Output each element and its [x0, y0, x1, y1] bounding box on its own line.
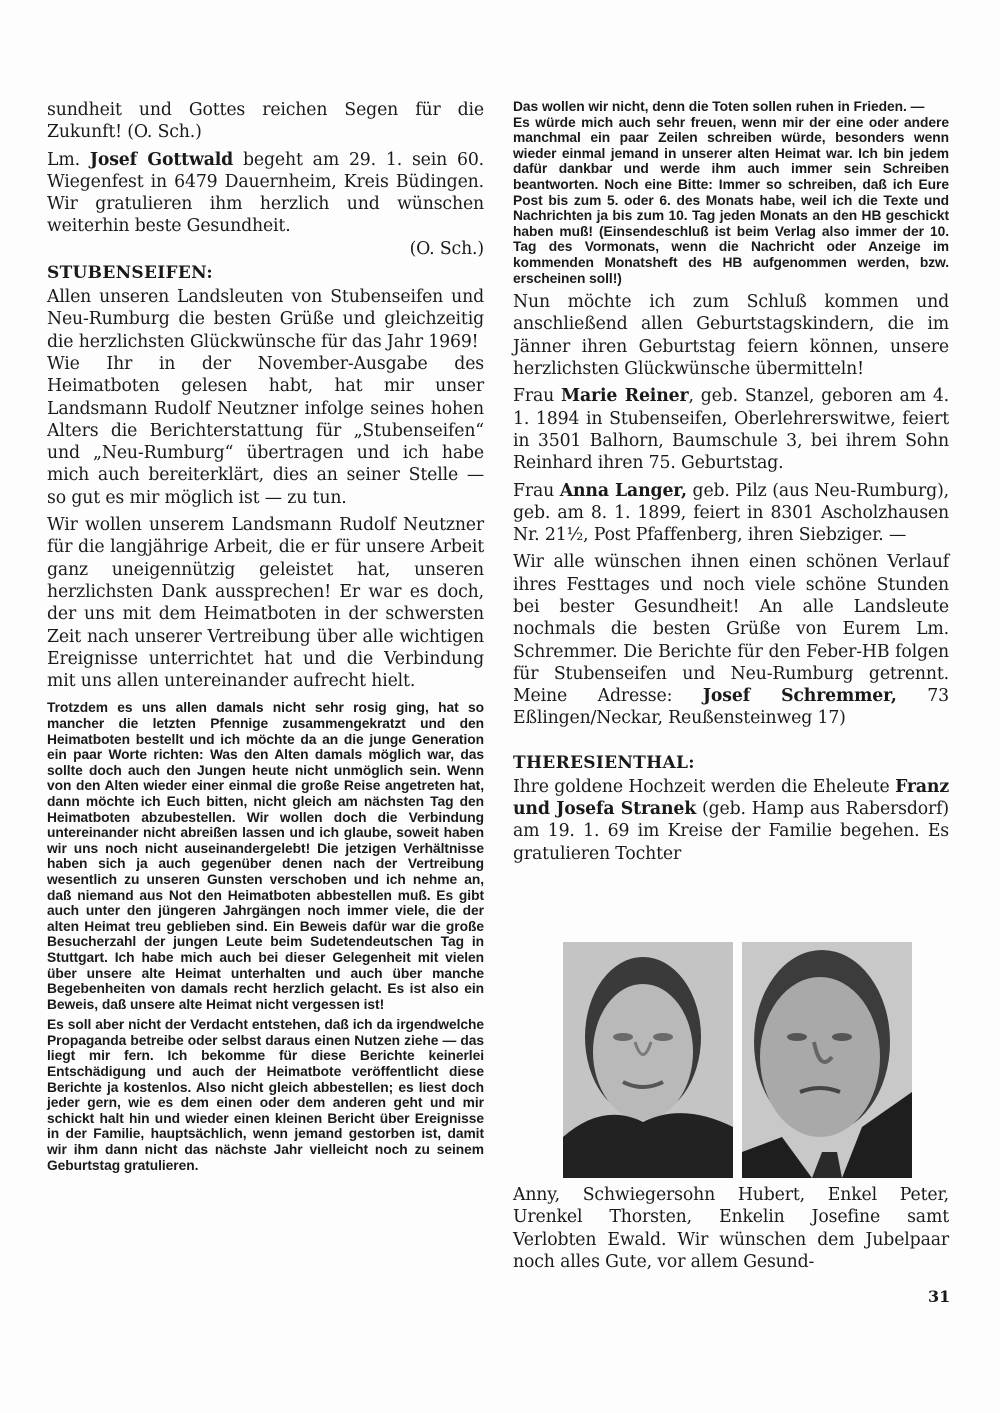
section-heading-theresienthal: THERESIENTHAL: [513, 752, 695, 773]
paragraph-birthday-intro: Nun möchte ich zum Schluß kommen und anschließend allen Geburtstagskindern, die im Jänner ihren Geburtstag feiern können, unsere herzlichsten Glückwünsche übermitteln! [513, 292, 949, 380]
paragraph-closing-wishes [513, 551, 949, 729]
prefix-text: Frau [513, 386, 562, 407]
paragraph-marie-reiner [513, 385, 949, 474]
paragraph-continuation: sundheit und Gottes reichen Segen für die Zukunft! (O. Sch.) [47, 100, 484, 143]
person-name-stranek: Franz und Josefa Stranek [513, 776, 949, 820]
right-column-continuation [513, 1184, 949, 1273]
prefix-text: Frau [513, 480, 560, 501]
body-text: begeht am 29. 1. sein 60. Wiegenfest in 6479 Dauernheim, Kreis Büdingen. Wir gratulieren ihm herzlich und wünschen weiterhin beste Gesundheit. [47, 149, 485, 237]
portrait-photo-man [742, 942, 912, 1178]
paragraph-thanks-neutzner: Wir wollen unserem Landsmann Rudolf Neutzner für die langjährige Arbeit, die er für unsere Arbeit ganz uneigennützig geleistet hat, unseren herzlichsten Dank aussprechen! Er war es doch, der uns mit dem Heimatboten in der schwersten Zeit nach unserer Vertreibung über alle wichtigen Ereignisse unterrichtet hat und die Verbindung mit uns allen untereinander aufrecht hielt. [47, 515, 484, 692]
page-number: 31 [928, 1287, 951, 1306]
address-text: 73 Eßlingen/Neckar, Reußensteinweg 17) [513, 686, 949, 729]
portrait-woman-image [563, 942, 733, 1178]
signature: (O. Sch.) [409, 238, 484, 259]
paragraph-golden-wedding [513, 776, 949, 865]
left-column [47, 99, 484, 1173]
section-heading-stubenseifen: STUBENSEIFEN: [47, 263, 213, 284]
paragraph-write-request: Es würde mich auch sehr freuen, wenn mir der eine oder andere manchmal ein paar Zeilen schreiben würde, besonders wenn wieder einmal jemand in unserer alten Heimat war. Ich bin jedem dafür dankbar und werde ihm auch immer sein Schreiben beantworten. Noch eine Bitte: Immer so schreiben, daß ich Eure Post bis zum 5. oder 6. des Monats habe, weil ich die Texte und Nachrichten ja bis zum 10. Tag jeden Monats an den HB geschickt haben muß! (Einsendeschluß ist beim Verlag also immer der 10. Tag des Vormonats, wenn die Nachricht oder Anzeige im kommenden Monatsheft des HB aufgenommen werden, bzw. erscheinen soll!) [513, 114, 949, 286]
paragraph-greetings: Allen unseren Landsleuten von Stubenseifen und Neu-Rumburg die besten Grüße und gleichzeitig die herzlichsten Glückwünsche für das Jahr 1969! [47, 287, 484, 352]
person-name-reiner: Marie Reiner [561, 386, 689, 407]
paragraph-young-generation: Trotzdem es uns allen damals nicht sehr rosig ging, hat so mancher die letzten Pfennige zusammengekratzt und den Heimatboten bestellt und ich möchte da an die junge Generation ein paar Worte richten: Was den Alten damals möglich war, das sollte doch auch den Jungen heute nicht unmöglich sein. Wenn von den Alten wieder einer einmal die große Reise angetreten hat, dann möchte ich Euch bitten, nicht gleich am nächsten Tag den Heimatboten abzubestellen. Wir wollen doch die Verbindung untereinander nicht abreißen lassen und ich glaube, soweit haben wir uns noch nicht auseinandergelebt! Die jetzigen Verhältnisse haben sich ja auch gegenüber denen nach der Vertreibung wesentlich zu unseren Gunsten verschoben und ich nehme an, daß niemand aus Not den Heimatboten abbestellen muß. Es gibt auch unter den jüngeren Jahrgängen noch immer viele, die der alten Heimat treu geblieben sind. Ein Beweis dafür war die große Besucherzahl der jungen Leute beim Sudetendeutschen Tag in Stuttgart. Ich habe mich auch bei dieser Gelegenheit mit vielen über unsere alte Heimat unterhalten und auch über manche Begebenheiten von damals recht herzlich gelacht. Es ist also ein Beweis, daß unsere alte Heimat nicht vergessen ist! [47, 700, 484, 1012]
couple-photos [563, 942, 913, 1178]
person-name-schremmer: Josef Schremmer, [702, 686, 897, 707]
prefix-text: Lm. [47, 149, 90, 170]
paragraph-anna-langer [513, 480, 949, 547]
body-text: (geb. Hamp aus Rabersdorf) am 19. 1. 69 im Kreise der Familie begehen. Es gratulieren Tochter [513, 799, 949, 864]
portrait-man-image [742, 942, 912, 1178]
paragraph-no-propaganda: Es soll aber nicht der Verdacht entstehen, daß ich da irgendwelche Propaganda betreibe oder selbst daraus einen Nutzen ziehe — das liegt mir fern. Ich bekomme für diese Berichte keinerlei Entschädigung und auch der Heimatbote veröffentlicht diese Berichte ja kostenlos. Also nicht gleich abbestellen; es liest doch jeder gern, wie es dem einen oder dem anderen geht und mir schickt halt hin und wieder einen kleinen Bericht über Ereignisse in der Familie, hauptsächlich, wenn jemand gestorben ist, damit wir ihm dann nicht das nächste Jahr vielleicht noch zu seinem Geburtstag gratulieren. [47, 1017, 484, 1173]
body-text: geb. Pilz (aus Neu-Rumburg), geb. am 8. 1. 1899, feiert in 8301 Ascholzhausen Nr. 21½, Post Pfaffenberg, ihren Siebziger. — [513, 480, 949, 546]
paragraph-family-wishes: Anny, Schwiegersohn Hubert, Enkel Peter, Urenkel Thorsten, Enkelin Josefine samt Verlobten Ewald. Wir wünschen dem Jubelpaar noch alles Gute, vor allem Gesund- [513, 1185, 949, 1272]
body-text: Wir alle wünschen ihnen einen schönen Verlauf ihres Festtages und noch viele schöne Stunden bei bester Gesundheit! An alle Landsleute nochmals die besten Grüße von Eurem Lm. Schremmer. Die Berichte für den Feber-HB folgen für Stubenseifen und Neu-Rumburg getrennt. Meine Adresse: [513, 552, 949, 707]
paragraph-november-issue: Wie Ihr in der November-Ausgabe des Heimatboten gelesen habt, hat mir unser Landsmann Rudolf Neutzner infolge seines hohen Alters die Berichterstattung für „Stubenseifen“ und „Neu-Rumburg“ übertragen und ich habe mich auch bereiterklärt, dies an seiner Stelle — so gut es mir möglich ist — zu tun. [47, 353, 484, 508]
person-name-langer: Anna Langer, [559, 480, 687, 501]
prefix-text: Ihre goldene Hochzeit werden die Eheleute [513, 776, 896, 797]
right-column [513, 99, 949, 865]
body-text: , geb. Stanzel, geboren am 4. 1. 1894 in Stubenseifen, Oberlehrerswitwe, feiert in 3501 Balhorn, Baumschule 3, bei ihrem Sohn Reinhard ihren 75. Geburtstag. [513, 386, 950, 474]
paragraph-dead-rest: Das wollen wir nicht, denn die Toten sollen ruhen in Frieden. — [513, 99, 925, 114]
person-name-gottwald: Josef Gottwald [89, 149, 234, 170]
paragraph-gottwald [47, 149, 484, 238]
portrait-photo-woman [563, 942, 733, 1178]
